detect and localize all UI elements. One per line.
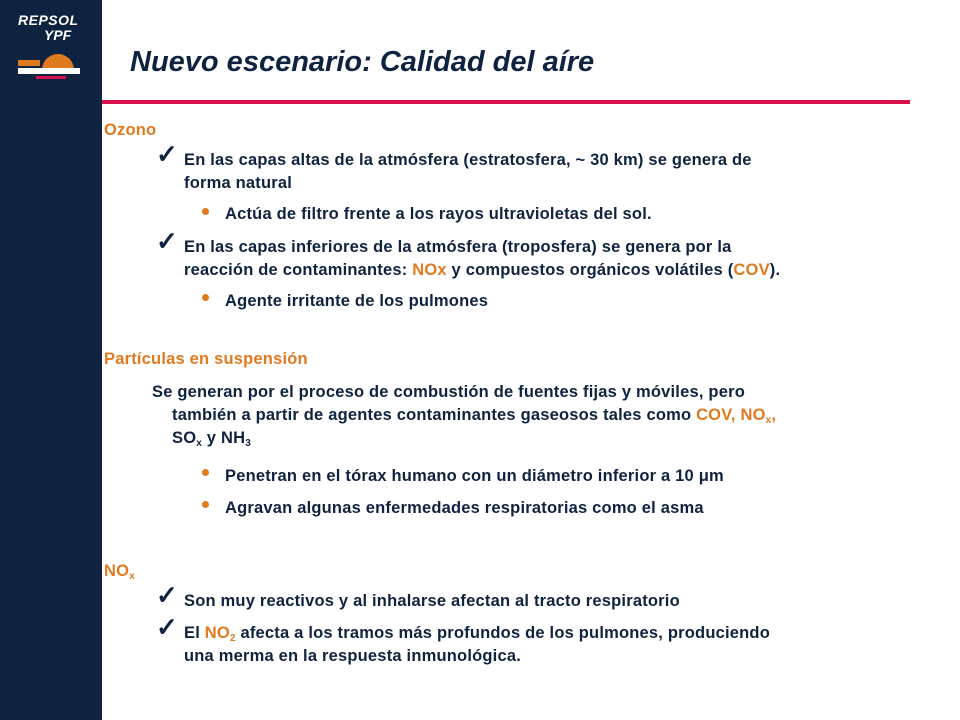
repsol-ypf-logo [14,12,94,82]
text-span: NO [104,562,130,580]
particulas-bullet1: Penetran en el tórax humano con un diámetro inferior a 10 μm [225,467,724,485]
cov-term: COV [733,261,770,279]
ozono-bullet2: Agente irritante de los pulmones [225,292,489,310]
bullet-dot-icon [202,469,209,476]
ozono-bullet1: Actúa de filtro frente a los rayos ultravioletas del sol. [225,205,652,223]
particulas-para-line2 [172,404,776,432]
nox-term: NOx [412,261,447,279]
text-span: El [184,624,205,642]
logo-text-repsol: REPSOL [18,12,79,28]
checkmark-icon: ✓ [156,580,178,610]
nox-check2-line2: una merma en la respuesta inmunológica. [184,647,521,665]
heading-particulas: Partículas en suspensión [104,350,308,368]
particulas-para-line1: Se generan por el proceso de combustión de fuentes fijas y móviles, pero [152,383,745,401]
text-span: afecta a los tramos más profundos de los pulmones, produciendo [235,624,770,642]
text-span: , [771,406,777,424]
bullet-dot-icon [202,294,209,301]
text-span: ). [769,261,781,279]
bullet-dot-icon [202,501,209,508]
checkmark-icon: ✓ [156,612,178,642]
subscript: x [196,438,203,449]
heading-ozono: Ozono [104,121,157,139]
logo-text-ypf: YPF [44,27,72,43]
checkmark-icon: ✓ [156,226,178,256]
subscript: 3 [245,438,251,449]
text-span: COV, NO [696,406,766,424]
nox-check1: Son muy reactivos y al inhalarse afectan al tracto respiratorio [184,592,680,610]
slide-title: Nuevo escenario: Calidad del aíre [130,46,595,78]
text-span: NO [204,624,230,642]
text-span: SO [172,429,197,447]
ozono-check2-line2 [184,259,780,281]
ozono-check1-line2: forma natural [184,174,293,192]
no2-term [205,624,236,642]
checkmark-icon: ✓ [156,139,178,169]
cov-nox-term [696,406,776,424]
title-divider [102,100,910,104]
heading-nox [104,560,135,588]
particulas-bullet2: Agravan algunas enfermedades respiratorias como el asma [225,499,704,517]
bullet-dot-icon [202,208,209,215]
subscript: x [765,415,772,426]
sidebar-band [0,0,102,720]
ozono-check2-line1: En las capas inferiores de la atmósfera (troposfera) se genera por la [184,238,732,256]
subscript: 2 [229,633,236,644]
text-span: reacción de contaminantes: [184,261,413,279]
text-span: también a partir de agentes contaminantes gaseosos tales como [172,406,697,424]
particulas-para-line3 [172,427,251,455]
text-span: y compuestos orgánicos volátiles ( [446,261,734,279]
subscript: x [129,571,135,582]
logo-sun-icon [14,44,84,84]
ozono-check1-line1: En las capas altas de la atmósfera (estratosfera, ~ 30 km) se genera de [184,151,752,169]
text-span: y NH [202,429,246,447]
